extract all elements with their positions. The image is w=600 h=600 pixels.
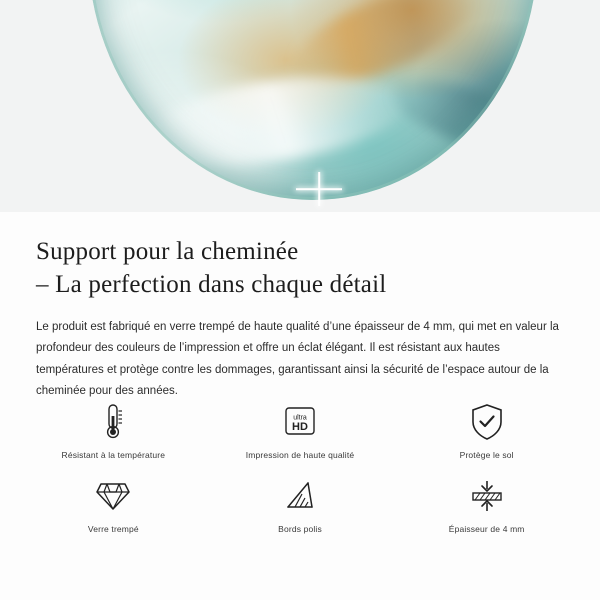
- svg-text:ultra: ultra: [293, 414, 307, 422]
- feature-tempered-glass: [20, 474, 207, 534]
- feature-grid: [0, 400, 600, 534]
- glass-plate-graphic: [88, 0, 538, 200]
- teal-marble-streak: [384, 65, 538, 170]
- diamond-icon: [93, 474, 133, 518]
- feature-temperature-resistant: [20, 400, 207, 460]
- polished-edges-icon: [282, 474, 318, 518]
- thermometer-icon: [96, 400, 130, 444]
- white-marble-streak: [144, 62, 413, 177]
- feature-floor-protection: [393, 400, 580, 460]
- feature-label: Résistant à la température: [61, 450, 166, 460]
- feature-high-quality-print: [207, 400, 394, 460]
- headline-line-2: – La perfection dans chaque détail: [36, 270, 387, 298]
- feature-label: Verre trempé: [87, 524, 139, 534]
- feature-polished-edges: [207, 474, 394, 534]
- feature-label: Épaisseur de 4 mm: [448, 524, 525, 534]
- headline-line-1: Support pour la cheminée: [36, 238, 299, 265]
- gold-marble-streak: [282, 0, 484, 103]
- feature-label: Protège le sol: [459, 450, 514, 460]
- text-content: [0, 212, 600, 402]
- feature-thickness: [393, 474, 580, 534]
- description-paragraph: Le produit est fabriqué en verre trempé de haute qualité d’une épaisseur de 4 mm, qui met en valeur la profondeur des couleurs de l’impression et offre un éclat élégant. Il est résistant aux hautes températures et protège contre les dommages, garantissant ainsi la sécurité de l’espace autour de la cheminée pour des années.: [36, 321, 559, 397]
- thickness-arrows-icon: [465, 474, 509, 518]
- svg-text:HD: HD: [292, 421, 308, 433]
- hero-image: [0, 0, 600, 212]
- page-title: [36, 236, 564, 301]
- feature-label: Impression de haute qualité: [245, 450, 355, 460]
- feature-label: Bords polis: [278, 524, 322, 534]
- ultra-hd-icon: [280, 400, 320, 444]
- shield-check-icon: [469, 400, 505, 444]
